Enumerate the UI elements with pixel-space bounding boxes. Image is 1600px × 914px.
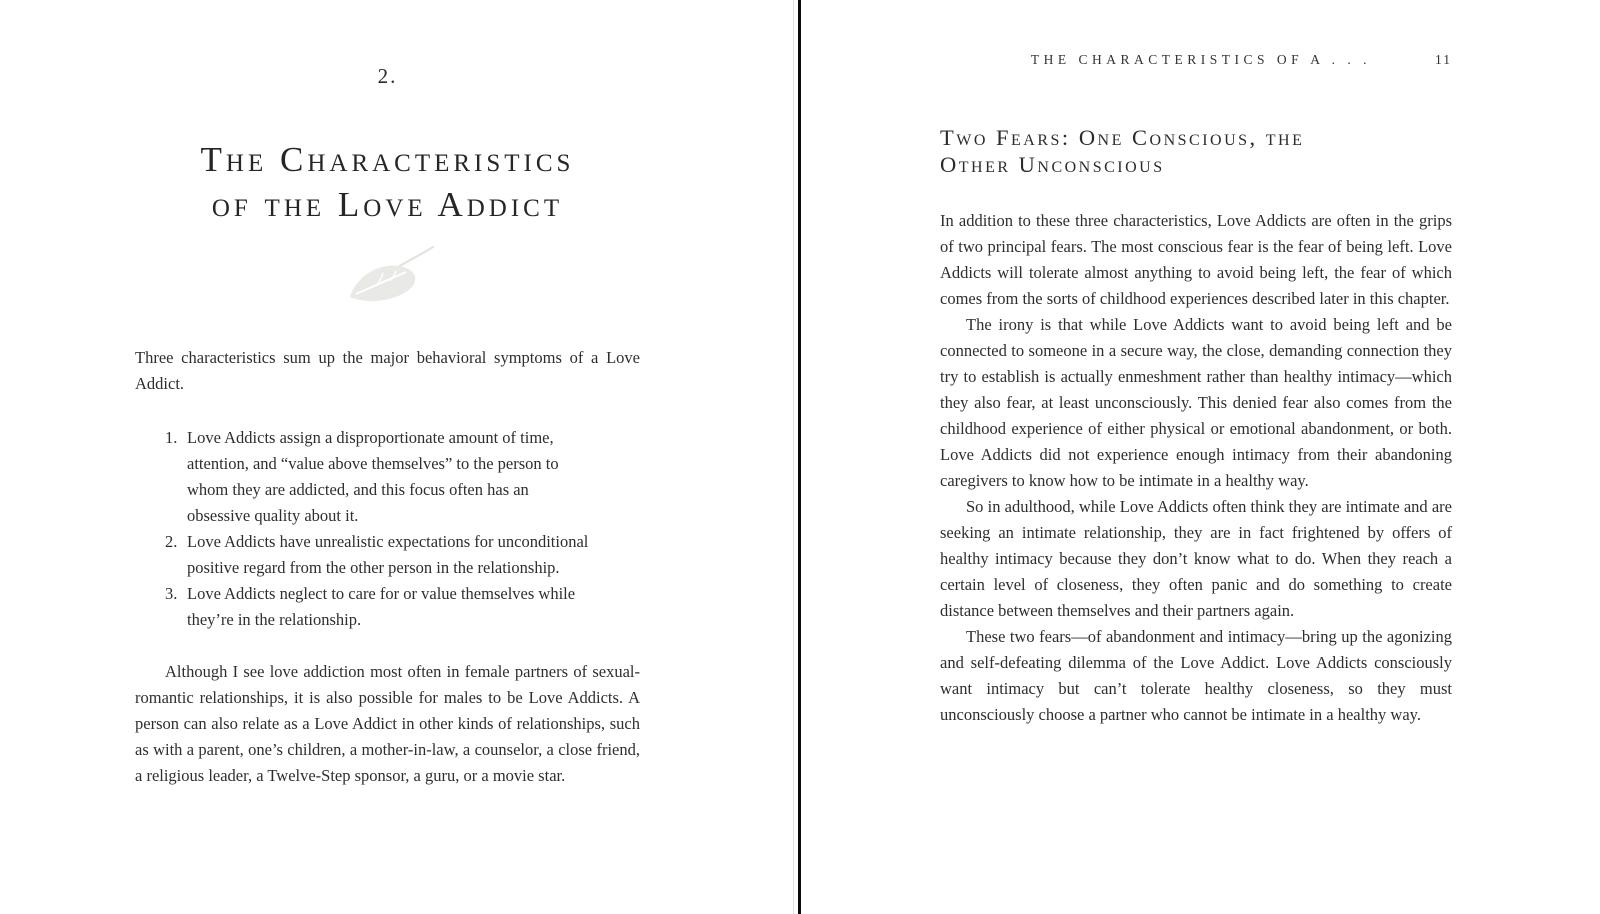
- list-item-text: Love Addicts have unrealistic expectations for unconditional positive regard from the other person in the relationship.: [187, 532, 589, 577]
- chapter-title-line-1: The Characteristics: [200, 140, 575, 179]
- right-page-column: [940, 0, 1452, 728]
- list-item: [165, 529, 594, 581]
- page-edge-shadow: [793, 0, 794, 914]
- paragraph: In addition to these three characteristics, Love Addicts are often in the grips of two principal fears. The most conscious fear is the fear of being left. Love Addicts will tolerate almost anything to avoid being left, the fear of which comes from the sorts of childhood experiences described later in this chapter.: [940, 211, 1452, 308]
- paragraph: The irony is that while Love Addicts want to avoid being left and be connected to someone in a secure way, the close, demanding connection they try to establish is actually enmeshment rather than healthy intimacy—which they also fear, at least unconsciously. This denied fear also comes from the childhood experience of either physical or emotional abandonment, or both. Love Addicts did not experience enough intimacy from their abandoning caregivers to know how to be intimate in a healthy way.: [940, 315, 1452, 490]
- section-heading-line-1: Two Fears: One Conscious, the: [940, 125, 1305, 150]
- chapter-number: 2.: [377, 64, 398, 88]
- chapter-title-line-2: of the Love Addict: [211, 185, 564, 224]
- section-body: [940, 208, 1452, 728]
- paragraph: These two fears—of abandonment and intimacy—bring up the agonizing and self-defeating dilemma of the Love Addict. Love Addicts consciously want intimacy but can’t tolerate healthy closeness, so they must unconsciously choose a partner who cannot be intimate in a healthy way.: [940, 627, 1452, 724]
- left-page-column: [135, 0, 640, 789]
- paragraph: So in adulthood, while Love Addicts often think they are intimate and are seeking an intimate relationship, they are in fact frightened by offers of healthy intimacy because they don’t know what to do. When they reach a certain level of closeness, they often panic and do something to create distance between themselves and their partners again.: [940, 497, 1452, 620]
- list-item-text: Love Addicts assign a disproportionate amount of time, attention, and “value above themselves” to the person to whom they are addicted, and this focus often has an obsessive quality about it.: [187, 428, 559, 525]
- left-page: [0, 0, 793, 914]
- closing-paragraph: Although I see love addiction most often in female partners of sexual-romantic relationships, it is also possible for males to be Love Addicts. A person can also relate as a Love Addict in other kinds of relationships, such as with a parent, one’s children, a mother-in-law, a counselor, a close friend, a religious leader, a Twelve-Step sponsor, a guru, or a movie star.: [135, 662, 640, 785]
- section-heading-line-2: Other Unconscious: [940, 152, 1165, 177]
- running-head: [940, 52, 1452, 68]
- characteristics-list: [135, 425, 640, 633]
- page-divider: [798, 0, 801, 914]
- right-page: [802, 0, 1600, 914]
- page-number: 11: [1435, 52, 1452, 67]
- list-item-text: Love Addicts neglect to care for or value themselves while they’re in the relationship.: [187, 584, 576, 629]
- leaf-icon: [336, 243, 440, 305]
- running-head-title: THE CHARACTERISTICS OF A . . .: [1030, 52, 1371, 67]
- list-item-number: 1.: [165, 428, 178, 447]
- intro-paragraph: Three characteristics sum up the major behavioral symptoms of a Love Addict.: [135, 348, 640, 393]
- list-item-number: 3.: [165, 584, 178, 603]
- list-item: [165, 581, 594, 633]
- list-item-number: 2.: [165, 532, 178, 551]
- chapter-ornament: [135, 243, 640, 305]
- list-item: [165, 425, 594, 529]
- chapter-title: [135, 137, 640, 227]
- section-heading: [940, 124, 1452, 178]
